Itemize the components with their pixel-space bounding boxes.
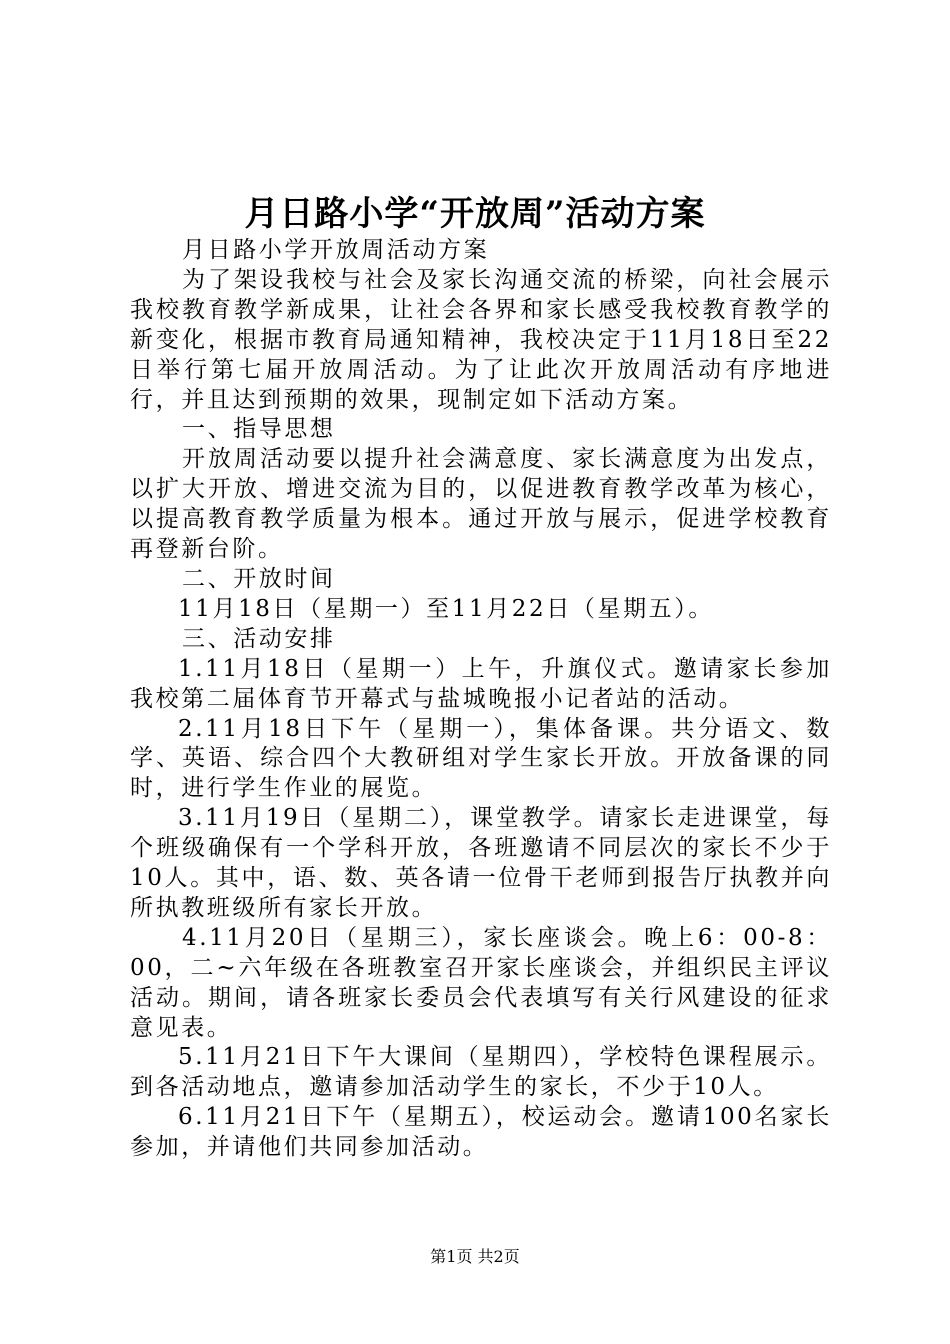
paragraph-guiding-idea: 开放周活动要以提升社会满意度、家长满意度为出发点，以扩大开放、增进交流为目的，以促进教育教学改革为核心，以提高教育教学质量为根本。通过开放与展示，促进学校教育再登新台阶。 [130, 446, 832, 563]
document-body [130, 236, 832, 1163]
section-heading-arrangements: 三、活动安排 [182, 625, 336, 652]
list-item-3: 3.11月19日（星期二），课堂教学。请家长走进课堂，每个班级确保有一个学科开放，各班邀请不同层次的家长不少于10人。其中，语、数、英各请一位骨干老师到报告厅执教并向所执教班级所有家长开放。 [130, 805, 832, 921]
section-heading-open-time: 二、开放时间 [182, 565, 336, 592]
paragraph-intro: 为了架设我校与社会及家长沟通交流的桥梁，向社会展示我校教育教学新成果，让社会各界和家长感受我校教育教学的新变化，根据市教育局通知精神，我校决定于11月18日至22日举行第七届开放周活动。为了让此次开放周活动有序地进行，并且达到预期的效果，现制定如下活动方案。 [130, 266, 832, 413]
document-title: 月日路小学“开放周”活动方案 [244, 194, 706, 234]
page-footer: 第1页 共2页 [430, 1247, 520, 1266]
list-item-6: 6.11月21日下午（星期五），校运动会。邀请100名家长参加，并请他们共同参加活动。 [130, 1104, 832, 1161]
list-item-4: 4.11月20日（星期三），家长座谈会。晚上6：00-8：00，二~六年级在各班教室召开家长座谈会，并组织民主评议活动。期间，请各班家长委员会代表填写有关行风建设的征求意见表。 [130, 924, 832, 1041]
paragraph-heading: 月日路小学开放周活动方案 [182, 237, 490, 263]
list-item-1: 1.11月18日（星期一）上午，升旗仪式。邀请家长参加我校第二届体育节开幕式与盐城晚报小记者站的活动。 [130, 655, 832, 712]
list-item-2: 2.11月18日下午（星期一），集体备课。共分语文、数学、英语、综合四个大教研组对学生家长开放。开放备课的同时，进行学生作业的展览。 [130, 715, 832, 802]
section-heading-guiding-idea: 一、指导思想 [182, 416, 336, 443]
list-item-5: 5.11月21日下午大课间（星期四），学校特色课程展示。到各活动地点，邀请参加活动学生的家长，不少于10人。 [130, 1044, 832, 1101]
paragraph-open-time: 11月18日（星期一）至11月22日（星期五）。 [178, 595, 714, 622]
